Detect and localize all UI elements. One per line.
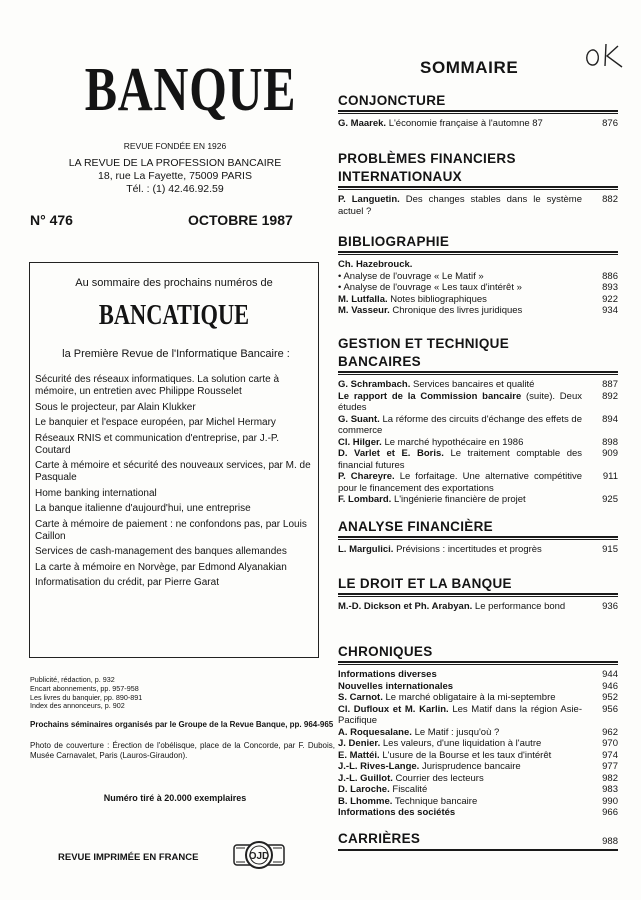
bancatique-item: Carte à mémoire de paiement : ne confondons pas, par Louis Caillon bbox=[35, 518, 307, 542]
section-gestion bbox=[338, 335, 618, 506]
list-item bbox=[338, 494, 618, 506]
entry-author: Nouvelles internationales bbox=[338, 680, 454, 692]
page-number: 915 bbox=[602, 544, 618, 555]
entry-author: J.-L. Guillot. bbox=[338, 772, 393, 784]
entry-title: Analyse de l'ouvrage « Les taux d'intérêt » bbox=[343, 282, 522, 293]
page-number: 936 bbox=[602, 601, 618, 612]
section-title: BIBLIOGRAPHIE bbox=[338, 234, 450, 249]
entry-author: Informations des sociétés bbox=[338, 807, 456, 818]
page-number: 911 bbox=[602, 471, 618, 482]
entry-author: M. Lutfalla. bbox=[338, 293, 388, 305]
bancatique-item: Le banquier et l'espace européen, par Michel Hermary bbox=[35, 417, 276, 428]
list-item bbox=[338, 271, 618, 283]
entry-list bbox=[338, 259, 618, 317]
bancatique-item: Services de cash-management des banques allemandes bbox=[35, 546, 287, 557]
page-number: 974 bbox=[602, 749, 618, 761]
entry-title: Les valeurs, d'une liquidation à l'autre bbox=[382, 738, 542, 749]
page-number: 909 bbox=[602, 448, 618, 459]
entry-title: Le Matif : jusqu'où ? bbox=[414, 726, 500, 738]
masthead-title: BANQUE bbox=[84, 56, 297, 124]
section-chroniques bbox=[338, 643, 618, 819]
cover-photo-credit: Photo de couverture : Érection de l'obélisque, place de la Concorde, par F. Dubois, Musée Carnavalet, Paris (Lauros-Giraudon). bbox=[30, 741, 335, 760]
ojd-stamp-icon bbox=[233, 838, 285, 872]
list-item bbox=[338, 807, 618, 819]
bancatique-item: Sécurité des réseaux informatiques. La solution carte à mémoire, un entretien avec Philippe Rousselet bbox=[35, 374, 280, 397]
page-number: 892 bbox=[602, 390, 618, 402]
entry-author: L. Margulici. bbox=[338, 544, 394, 555]
entry-title: Le forfaitage. Une alternative compétitive pour le financement des exportations bbox=[338, 471, 582, 494]
section-header bbox=[338, 150, 618, 188]
section-title: CARRIÈRES bbox=[338, 831, 421, 846]
seminars-note: Prochains séminaires organisés par le Groupe de la Revue Banque, pp. 964-965 bbox=[30, 720, 334, 729]
address: 18, rue La Fayette, 75009 PARIS bbox=[98, 170, 252, 182]
list-item bbox=[338, 601, 618, 613]
section-title: ANALYSE FINANCIÈRE bbox=[338, 519, 493, 534]
list-item bbox=[338, 727, 618, 739]
list-item bbox=[338, 448, 618, 471]
entry-title: Jurisprudence bancaire bbox=[421, 761, 521, 772]
info-block bbox=[30, 676, 320, 711]
bancatique-item: La banque italienne d'aujourd'hui, une entreprise bbox=[35, 503, 251, 514]
list-item bbox=[338, 259, 618, 271]
entry-title: Services bancaires et qualité bbox=[412, 379, 535, 390]
entry-author: Cl. Hilger. bbox=[338, 436, 382, 448]
list-item bbox=[338, 784, 618, 796]
bancatique-item: Informatisation du crédit, par Pierre Garat bbox=[35, 577, 219, 588]
entry-list bbox=[338, 379, 618, 506]
section-header bbox=[338, 92, 618, 112]
entry-title: Le marché obligataire à la mi-septembre bbox=[385, 692, 556, 703]
page-number: 983 bbox=[602, 784, 618, 795]
list-item bbox=[338, 471, 618, 494]
bancatique-heading: Au sommaire des prochains numéros de bbox=[75, 277, 273, 289]
list-item bbox=[338, 414, 618, 437]
info-line: Encart abonnements, pp. 957-958 bbox=[30, 683, 139, 693]
entry-title: La réforme des circuits d'échange des effets de commerce bbox=[338, 413, 583, 436]
list-item bbox=[338, 681, 618, 693]
entry-title: Courrier des lecteurs bbox=[395, 772, 484, 784]
bancatique-list bbox=[35, 374, 313, 593]
section-header bbox=[338, 830, 618, 851]
list-item bbox=[338, 194, 618, 217]
section-conjoncture bbox=[338, 92, 618, 130]
entry-list bbox=[338, 194, 618, 217]
entry-title: Analyse de l'ouvrage « Le Matif » bbox=[343, 270, 484, 282]
page-number: 925 bbox=[602, 494, 618, 505]
entry-author: P. Chareyre. bbox=[338, 471, 395, 482]
entry-title: Prévisions : incertitudes et progrès bbox=[396, 544, 542, 555]
section-title: CHRONIQUES bbox=[338, 644, 433, 659]
entry-author: S. Carnot. bbox=[338, 692, 383, 703]
entry-author: G. Schrambach. bbox=[338, 379, 411, 390]
issue-number: N° 476 bbox=[30, 212, 73, 228]
page-number: 946 bbox=[602, 680, 618, 692]
list-item bbox=[338, 773, 618, 785]
page-number: 898 bbox=[602, 436, 618, 448]
page-number: 922 bbox=[602, 293, 618, 305]
entry-author: • bbox=[338, 282, 342, 293]
section-title: PROBLÈMES FINANCIERS bbox=[338, 151, 516, 166]
list-item bbox=[338, 118, 618, 130]
section-carrieres bbox=[338, 830, 618, 853]
bancatique-item: La carte à mémoire en Norvège, par Edmond Alyanakian bbox=[35, 561, 287, 573]
handwritten-ok-mark bbox=[582, 40, 626, 70]
entry-title: Le marché hypothécaire en 1986 bbox=[384, 436, 524, 448]
bancatique-item: Home banking international bbox=[35, 487, 157, 499]
tagline: LA REVUE DE LA PROFESSION BANCAIRE bbox=[68, 157, 282, 169]
entry-title: Fiscalité bbox=[392, 784, 428, 795]
entry-author: M.-D. Dickson et Ph. Arabyan. bbox=[338, 601, 473, 612]
entry-author: A. Roquesalane. bbox=[338, 726, 412, 738]
info-line: Index des annonceurs, p. 902 bbox=[30, 701, 125, 711]
entry-author: Ch. Hazebrouck. bbox=[338, 259, 413, 270]
list-item bbox=[338, 692, 618, 704]
section-header bbox=[338, 575, 618, 595]
page-number: 966 bbox=[602, 807, 618, 818]
page-number: 887 bbox=[602, 379, 618, 390]
entry-author: B. Lhomme. bbox=[338, 795, 393, 807]
section-header bbox=[338, 335, 618, 373]
page-number: 952 bbox=[602, 692, 618, 703]
entry-author: E. Mattéi. bbox=[338, 749, 380, 761]
bancatique-item: Sous le projecteur, par Alain Klukker bbox=[35, 401, 196, 413]
entry-title: L'usure de la Bourse et les taux d'intérêt bbox=[382, 749, 552, 761]
entry-title: L'économie française à l'automne 87 bbox=[388, 118, 543, 129]
section-title: GESTION ET TECHNIQUE bbox=[338, 336, 510, 351]
page-number: 893 bbox=[602, 282, 618, 293]
entry-author: J.-L. Rives-Lange. bbox=[338, 761, 420, 772]
list-item bbox=[338, 391, 618, 414]
entry-title: Les Matif dans la région Asie-Pacifique bbox=[338, 703, 583, 726]
section-title: CONJONCTURE bbox=[338, 93, 446, 108]
entry-list bbox=[338, 601, 618, 613]
list-item bbox=[338, 669, 618, 681]
entry-author: D. Varlet et E. Boris. bbox=[338, 448, 444, 459]
entry-title: Technique bancaire bbox=[394, 795, 478, 807]
bancatique-logo: BANCATIQUE bbox=[98, 300, 250, 331]
entry-author: G. Suant. bbox=[338, 413, 380, 425]
section-header bbox=[338, 643, 618, 663]
entry-author: Cl. Dufloux et M. Karlin. bbox=[338, 703, 449, 715]
page-number: 934 bbox=[602, 305, 618, 316]
svg-text:OJD: OJD bbox=[248, 851, 270, 862]
list-item bbox=[338, 738, 618, 750]
entry-title: Le performance bond bbox=[474, 601, 566, 612]
entry-title: Notes bibliographiques bbox=[390, 293, 487, 305]
page-number: 988 bbox=[602, 836, 618, 847]
printed-in: REVUE IMPRIMÉE EN FRANCE bbox=[58, 852, 199, 863]
entry-title: Le traitement comptable des financial futures bbox=[338, 448, 583, 471]
list-item bbox=[338, 282, 618, 294]
section-header bbox=[338, 518, 618, 538]
list-item bbox=[338, 379, 618, 391]
list-item bbox=[338, 796, 618, 808]
list-item bbox=[338, 704, 618, 727]
page-number: 886 bbox=[602, 270, 618, 282]
list-item bbox=[338, 750, 618, 762]
entry-author: F. Lombard. bbox=[338, 494, 392, 505]
entry-author: D. Laroche. bbox=[338, 784, 390, 795]
entry-list bbox=[338, 669, 618, 819]
page-number: 977 bbox=[602, 761, 618, 772]
entry-author: G. Maarek. bbox=[338, 118, 387, 129]
section-title: BANCAIRES bbox=[338, 354, 421, 369]
phone: Tél. : (1) 42.46.92.59 bbox=[126, 183, 224, 195]
entry-title: Des changes stables dans le système actuel ? bbox=[338, 194, 582, 217]
section-analyse bbox=[338, 518, 618, 556]
list-item bbox=[338, 305, 618, 317]
entry-author: Informations diverses bbox=[338, 669, 437, 680]
info-line: Publicité, rédaction, p. 932 bbox=[30, 675, 115, 684]
list-item bbox=[338, 437, 618, 449]
entry-author: M. Vasseur. bbox=[338, 305, 390, 316]
info-line: Les livres du banquier, pp. 890-891 bbox=[30, 692, 143, 702]
section-title: INTERNATIONAUX bbox=[338, 169, 462, 184]
list-item bbox=[338, 544, 618, 556]
entry-title: Chronique des livres juridiques bbox=[392, 305, 523, 316]
sommaire-title: SOMMAIRE bbox=[420, 58, 519, 77]
entry-author: P. Languetin. bbox=[338, 194, 400, 205]
bancatique-item: Réseaux RNIS et communication d'entreprise, par J.-P. Coutard bbox=[35, 432, 280, 456]
page-number: 962 bbox=[602, 726, 618, 738]
page-number: 970 bbox=[602, 738, 618, 749]
bancatique-subtitle: la Première Revue de l'Informatique Bancaire : bbox=[62, 348, 290, 360]
page-number: 882 bbox=[602, 194, 618, 205]
entry-title: L'ingénierie financière de projet bbox=[393, 494, 526, 505]
entry-title: (suite). Deux études bbox=[338, 390, 582, 413]
list-item bbox=[338, 294, 618, 306]
entry-author: • bbox=[338, 270, 342, 282]
page-number: 944 bbox=[602, 669, 618, 680]
section-title: LE DROIT ET LA BANQUE bbox=[338, 576, 512, 591]
page-number: 894 bbox=[602, 413, 618, 425]
entry-list bbox=[338, 118, 618, 130]
bancatique-item: Carte à mémoire et sécurité des nouveaux services, par M. de Pasquale bbox=[35, 460, 311, 483]
entry-list bbox=[338, 544, 618, 556]
entry-author: Le rapport de la Commission bancaire bbox=[338, 390, 522, 402]
issue-date: OCTOBRE 1987 bbox=[188, 212, 293, 228]
section-bibliographie bbox=[338, 233, 618, 317]
page-number: 956 bbox=[602, 703, 618, 715]
page-number: 982 bbox=[602, 772, 618, 784]
print-run: Numéro tiré à 20.000 exemplaires bbox=[103, 793, 247, 803]
founded-line: REVUE FONDÉE EN 1926 bbox=[123, 141, 227, 151]
page-number: 990 bbox=[602, 795, 618, 807]
entry-author: J. Denier. bbox=[338, 738, 381, 749]
section-header bbox=[338, 233, 618, 253]
section-droit bbox=[338, 575, 618, 613]
list-item bbox=[338, 761, 618, 773]
section-problemes bbox=[338, 150, 618, 217]
page-number: 876 bbox=[602, 118, 618, 129]
